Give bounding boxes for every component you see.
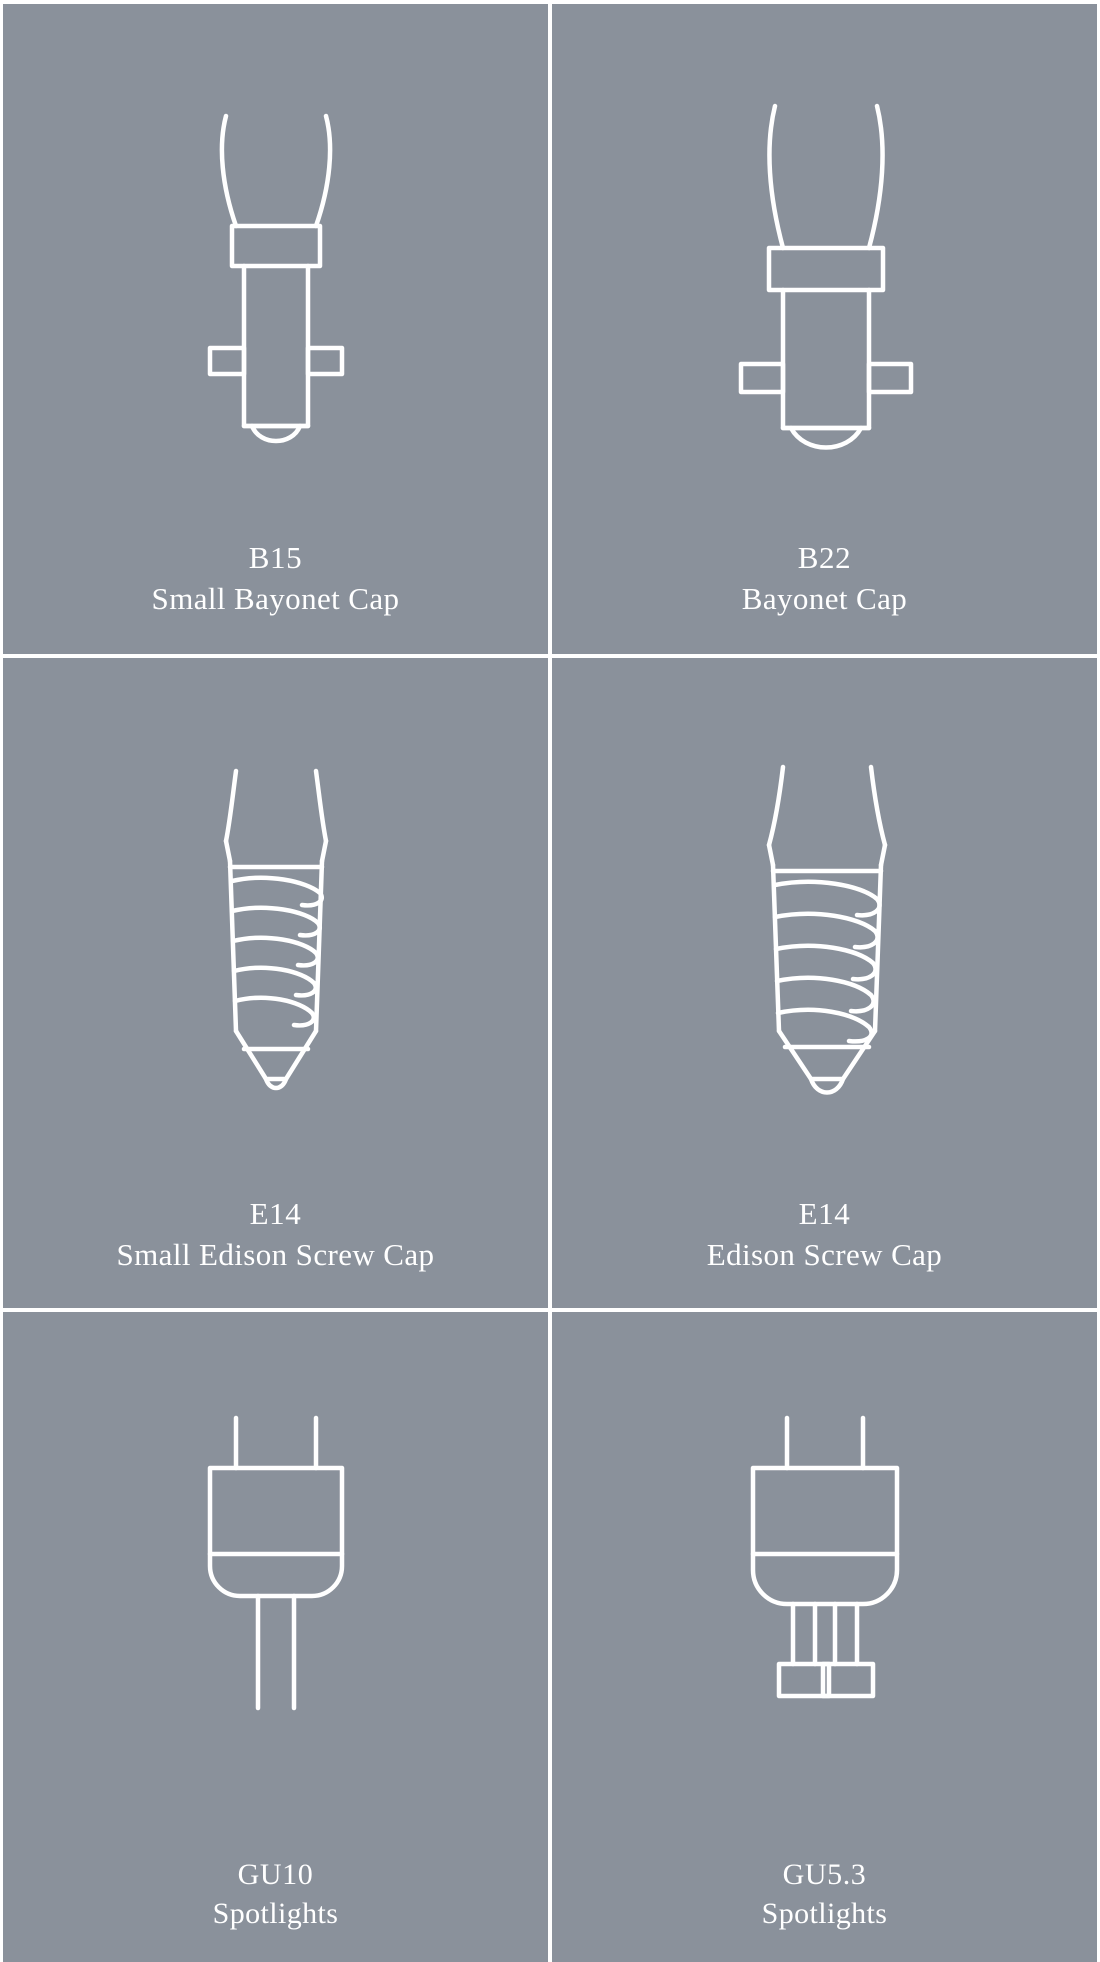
e14-small-edison-screw-cap-icon <box>3 658 548 1194</box>
gu53-spotlight-icon <box>552 1312 1097 1855</box>
cap-description: Bayonet Cap <box>741 581 908 617</box>
e14-edison-screw-cap-icon <box>552 658 1097 1194</box>
lamp-cap-cell-gu10 <box>3 1312 548 1962</box>
b15-small-bayonet-cap-icon <box>3 4 548 538</box>
cap-code: E14 <box>798 1196 851 1232</box>
cap-code: B22 <box>797 540 852 576</box>
cap-code: B15 <box>248 540 303 576</box>
cap-code: GU10 <box>237 1857 314 1891</box>
lamp-cap-cell-e14 <box>552 658 1097 1308</box>
caption-b15 <box>3 538 548 654</box>
caption-b22 <box>552 538 1097 654</box>
cap-description: Spotlights <box>212 1897 339 1931</box>
caption-e14 <box>552 1194 1097 1308</box>
caption-gu10 <box>3 1855 548 1962</box>
lamp-cap-cell-b15 <box>3 4 548 654</box>
lamp-cap-cell-gu53 <box>552 1312 1097 1962</box>
caption-e14-small <box>3 1194 548 1308</box>
lamp-cap-cell-e14-small <box>3 658 548 1308</box>
caption-gu53 <box>552 1855 1097 1962</box>
cap-description: Edison Screw Cap <box>706 1237 943 1273</box>
b22-bayonet-cap-icon <box>552 4 1097 538</box>
lamp-cap-cell-b22 <box>552 4 1097 654</box>
cap-code: E14 <box>249 1196 302 1232</box>
cap-description: Spotlights <box>761 1897 888 1931</box>
cap-description: Small Edison Screw Cap <box>116 1237 435 1273</box>
cap-description: Small Bayonet Cap <box>151 581 400 617</box>
cap-code: GU5.3 <box>782 1857 867 1891</box>
gu10-spotlight-icon <box>3 1312 548 1855</box>
